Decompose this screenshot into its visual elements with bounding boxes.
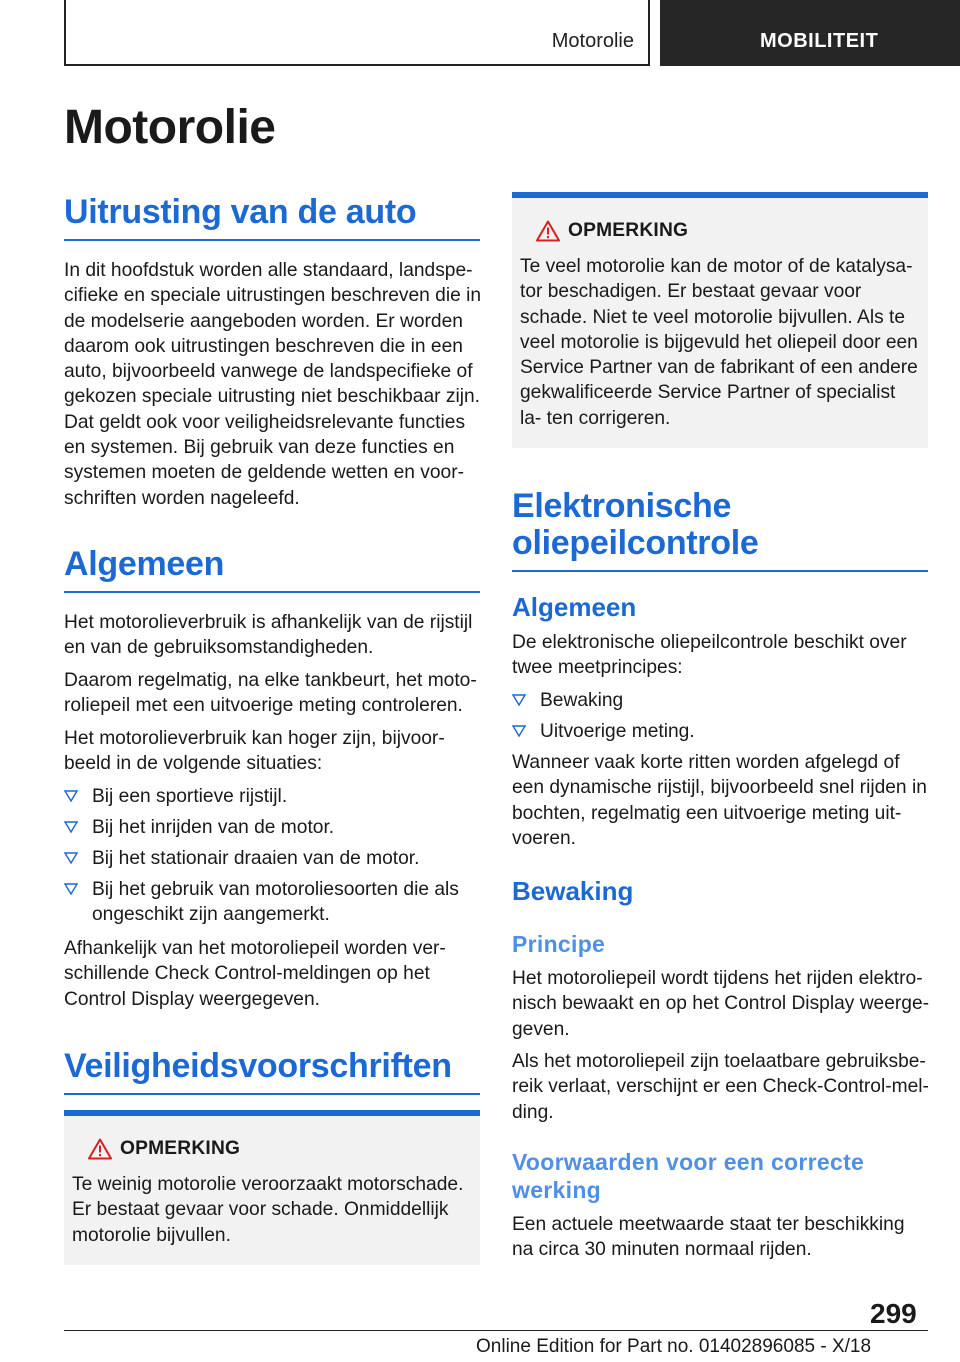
conditions-text: Een actuele meetwaarde staat ter beschikking na circa 30 minuten normaal rijden.	[512, 1214, 905, 1261]
page-number: 299	[870, 1298, 917, 1329]
heading-general-right: Algemeen	[512, 592, 637, 622]
header-section-label: Motorolie	[551, 30, 634, 52]
general-paragraph-4: Afhankelijk van het motoroliepeil worden ver‐ schillende Check Control-meldingen op het Control Display weergegeven.	[64, 938, 446, 1010]
list-item: Bij het inrijden van de motor.	[64, 815, 480, 840]
equipment-text: In dit hoofdstuk worden alle standaard, landspe‐ cifieke en speciale uitrustingen beschreven die in de modelserie aangeboden worden. Er worden daarom ook uitrustingen beschreven die in een auto, bijvoorbeeld vanwege de landspecifieke of gekozen speciale uitrusting niet beschikbaar zijn. Dat geldt ook voor veiligheidsrelevante functies en systemen. Bij gebruik van deze functies en systemen moeten de geldende wetten en voor‐ schriften worden nageleefd.	[64, 260, 482, 509]
warning-note-too-much-oil	[512, 192, 928, 448]
footer-divider	[64, 1330, 928, 1331]
header-chapter-tab	[660, 0, 960, 66]
electronic-general-paragraph-2: Wanneer vaak korte ritten worden afgelegd of een dynamische rijstijl, bijvoorbeeld snel rijden in bochten, regelmatig een uitvoerige meting uit‐ voeren.	[512, 752, 927, 849]
warning-triangle-icon	[88, 1138, 112, 1160]
heading-safety: Veiligheidsvoorschriften	[64, 1048, 480, 1095]
warning-note-low-oil	[64, 1110, 480, 1265]
list-item: Bij het gebruik van motoroliesoorten die als ongeschikt zijn aangemerkt.	[64, 877, 480, 928]
footer-edition-text: Online Edition for Part no. 01402896085 - X/18	[476, 1336, 872, 1357]
note-title: OPMERKING	[120, 1138, 241, 1159]
triangle-bullet-icon	[64, 851, 78, 865]
triangle-bullet-icon	[64, 882, 78, 896]
triangle-bullet-icon	[512, 724, 526, 738]
general-paragraph-1: Het motorolieverbruik is afhankelijk van de rijstijl en van de gebruiksomstandigheden.	[64, 612, 473, 659]
heading-general: Algemeen	[64, 546, 480, 593]
list-item: Bewaking	[512, 688, 928, 713]
heading-equipment: Uitrusting van de auto	[64, 194, 480, 241]
header-section-tab	[64, 0, 650, 66]
electronic-general-text: De elektronische oliepeilcontrole beschikt over twee meetprincipes:	[512, 632, 907, 679]
header-chapter-label: MOBILITEIT	[760, 30, 879, 52]
note-text: Te weinig motorolie veroorzaakt motorschade. Er bestaat gevaar voor schade. Onmiddellijk motorolie bijvullen.	[72, 1174, 464, 1246]
list-item: Bij het stationair draaien van de motor.	[64, 846, 480, 871]
note-title: OPMERKING	[568, 220, 689, 241]
warning-triangle-icon	[536, 220, 560, 242]
general-paragraph-3: Het motorolieverbruik kan hoger zijn, bijvoor‐ beeld in de volgende situaties:	[64, 728, 445, 775]
heading-electronic-oil-check: Elektronische oliepeilcontrole	[512, 488, 928, 572]
note-text: Te veel motorolie kan de motor of de katalysa‐ tor beschadigen. Er bestaat gevaar voor schade. Niet te veel motorolie bijvullen. Als te veel motorolie is bijgevuld het oliepeil door een Service Partner van de fabrikant of een andere gekwalificeerde Service Partner of specialist la‐ ten corrigeren.	[520, 256, 918, 429]
heading-conditions: Voorwaarden voor een correcte werking	[512, 1149, 865, 1203]
general-paragraph-2: Daarom regelmatig, na elke tankbeurt, het moto‐ roliepeil met een uitvoerige meting controleren.	[64, 670, 477, 717]
heading-monitoring: Bewaking	[512, 876, 634, 906]
triangle-bullet-icon	[512, 693, 526, 707]
principle-paragraph-2: Als het motoroliepeil zijn toelaatbare gebruiksbe‐ reik verlaat, verschijnt er een Check-Control-mel‐ ding.	[512, 1051, 929, 1123]
page-title: Motorolie	[64, 101, 276, 154]
triangle-bullet-icon	[64, 789, 78, 803]
list-item: Uitvoerige meting.	[512, 719, 928, 744]
principle-paragraph-1: Het motoroliepeil wordt tijdens het rijden elektro‐ nisch bewaakt en op het Control Display weerge‐ geven.	[512, 968, 930, 1040]
heading-principle: Principe	[512, 931, 606, 957]
triangle-bullet-icon	[64, 820, 78, 834]
list-item: Bij een sportieve rijstijl.	[64, 784, 480, 809]
